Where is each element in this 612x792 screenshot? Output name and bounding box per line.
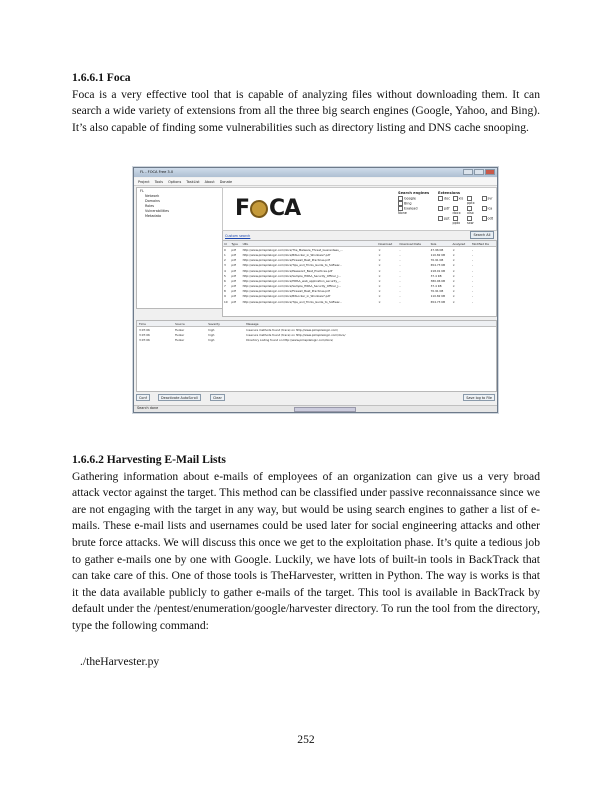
tree-item-root[interactable]: FL	[140, 189, 144, 193]
section-heading: 1.6.6.1 Foca	[72, 71, 131, 84]
table-cell: ×	[378, 263, 381, 268]
clear-button[interactable]: Clear	[210, 394, 225, 401]
table-cell: high	[208, 327, 215, 332]
custom-search-link[interactable]: Custom search	[225, 234, 251, 238]
table-cell: 1	[224, 252, 226, 257]
table-cell: ×	[452, 252, 455, 257]
maximize-icon[interactable]	[474, 169, 484, 175]
table-cell: -	[472, 289, 474, 294]
ext-xls[interactable]: xls	[453, 196, 466, 205]
table-cell: http://www.pimspilelogic.com/docs/HIPAA_web_application_security_...	[242, 278, 342, 283]
table-cell: pdf	[231, 284, 236, 289]
table-cell: -	[472, 258, 474, 263]
conf-button[interactable]: Conf	[136, 394, 150, 401]
table-cell: -	[399, 299, 401, 304]
engine-bing[interactable]: Bing	[398, 201, 438, 206]
search-engines-group	[398, 191, 438, 215]
table-cell: Insecure methods found (trace) on http://www.pimspilelogic.com/	[246, 327, 338, 332]
table-row[interactable]	[223, 299, 496, 304]
window-title: FL - FOCA Free 3.0	[140, 170, 174, 174]
ext-sxw[interactable]: sxw	[467, 216, 480, 225]
close-icon[interactable]	[485, 169, 495, 175]
section-heading: 1.6.6.2 Harvesting E-Mail Lists	[72, 453, 226, 466]
table-cell: -	[399, 263, 401, 268]
table-cell: 5	[224, 273, 226, 278]
table-cell: pdf	[231, 252, 236, 257]
table-cell: http://www.pimspilelogic.com/docs/Sample_HIPAA_Security_Officer_J...	[242, 284, 341, 289]
table-cell: ×	[452, 299, 455, 304]
table-cell: -	[399, 294, 401, 299]
table-cell: http://www.pimspilelogic.com/docs/BitLocker_in_Windows7.pdf	[242, 252, 331, 257]
section-paragraph: Gathering information about e-mails of employees of an organization can give us a very broad attack vector against the target. This method can be classified under passive reconnaissance since we are not engaging with the target in any way, but would be using search engines to gather a list of e-mails. These e-mail lists and usernames could be used later for social engineering attacks and other brute force attacks. We will discuss this once we get to the exploitation phase. It’s quite a tedious job to gather e-mails one by one with Google. Luckily, we have lots of built-in tools in BackTrack that can take care of this. One of those tools is TheHarvester, written in Python. The way is works is that it the data available publicly to gather e-mails of the target. This tool is available in BackTrack by default under the /pentest/enumeration/google/harvester directory. To run the tool from the directory, type the following command:	[72, 469, 540, 632]
project-tree	[136, 187, 223, 309]
table-cell: ×	[378, 258, 381, 263]
menu-about[interactable]: About	[204, 179, 215, 184]
menu-bar	[134, 178, 497, 186]
table-cell: http://www.pimspilelogic.com/docs/Password_Best_Practices.pdf	[242, 268, 333, 273]
table-cell: -	[472, 284, 474, 289]
table-cell: -	[472, 252, 474, 257]
table-cell: 9	[224, 294, 226, 299]
column-header[interactable]: URL	[242, 241, 378, 247]
table-cell: 110.82 KB	[430, 294, 446, 299]
section-harvesting	[72, 452, 540, 635]
table-cell: -	[399, 247, 401, 252]
table-cell: ×	[378, 268, 381, 273]
table-cell: ×	[452, 273, 455, 278]
table-cell: ×	[452, 263, 455, 268]
engine-google[interactable]: Google	[398, 196, 438, 201]
table-cell: pdf	[231, 263, 236, 268]
menu-tasklist[interactable]: TaskList	[186, 179, 200, 184]
table-cell: 380.06 KB	[430, 278, 446, 283]
table-cell: http://www.pimspilelogic.com/docs/The_Malware_Threat_Guarantees_...	[242, 247, 343, 252]
table-cell: ×	[452, 278, 455, 283]
ext-svr[interactable]: svr	[482, 196, 495, 205]
table-cell: 10	[224, 299, 228, 304]
log-panel	[136, 320, 497, 392]
table-cell: ×	[452, 268, 455, 273]
table-cell: pdf	[231, 247, 236, 252]
page-number: 252	[297, 733, 315, 746]
column-header[interactable]: Download Date	[398, 241, 429, 247]
table-cell: -	[472, 273, 474, 278]
table-cell: ×	[378, 284, 381, 289]
table-cell: ×	[378, 278, 381, 283]
tree-item-network[interactable]: Network	[145, 194, 160, 198]
table-cell: Fuzzer	[175, 327, 185, 332]
menu-project[interactable]: Project	[138, 179, 150, 184]
table-cell: http://www.pimspilelogic.com/docs/Firewall_Best_Practices.pdf	[242, 289, 330, 294]
table-cell: pdf	[231, 258, 236, 263]
table-cell: -	[472, 278, 474, 283]
table-cell: http://www.pimspilelogic.com/docs/Firewall_Best_Practices.pdf	[242, 258, 330, 263]
table-cell: ×	[452, 289, 455, 294]
column-header[interactable]: Time	[137, 321, 173, 327]
command-line: ./theHarvester.py	[80, 655, 160, 668]
bottom-toolbar	[136, 394, 495, 402]
autoscroll-button[interactable]: Deactivate AutoScroll	[158, 394, 201, 401]
table-cell: 47.96 KB	[430, 247, 444, 252]
results-grid	[222, 240, 497, 317]
table-cell: ×	[452, 258, 455, 263]
tree-item-metadata[interactable]: Metadata	[145, 214, 162, 218]
ext-pdf[interactable]: pdf	[438, 206, 451, 215]
table-cell: 110.82 KB	[430, 252, 446, 257]
table-cell: high	[208, 337, 215, 342]
table-cell: pdf	[231, 294, 236, 299]
ext-xlsx[interactable]: xlsx	[467, 206, 480, 215]
seal-icon	[250, 200, 268, 218]
table-cell: -	[472, 268, 474, 273]
table-cell: -	[399, 268, 401, 273]
ext-pptx-2[interactable]: pptx	[453, 216, 466, 225]
table-cell: -	[472, 294, 474, 299]
table-cell: -	[472, 263, 474, 268]
table-cell: Fuzzer	[175, 332, 185, 337]
table-cell: -	[399, 273, 401, 278]
ext-pptx[interactable]: pptx	[467, 196, 480, 205]
engine-exalead[interactable]: Exalead	[398, 206, 438, 211]
table-cell: ×	[452, 284, 455, 289]
column-header[interactable]: Type	[230, 241, 241, 247]
table-cell: -	[399, 278, 401, 283]
table-cell: 6	[224, 278, 226, 283]
minimize-icon[interactable]	[463, 169, 473, 175]
table-cell: -	[472, 299, 474, 304]
table-cell: 4	[224, 268, 226, 273]
save-log-button[interactable]: Save log to File	[463, 394, 495, 401]
column-header[interactable]: Analyzed	[451, 241, 471, 247]
foca-screenshot	[133, 167, 498, 413]
column-header[interactable]: Modified Da	[471, 241, 496, 247]
extensions-group	[438, 191, 494, 225]
status-text: Search done	[137, 406, 159, 410]
table-cell: high	[208, 332, 215, 337]
column-header[interactable]: Source	[173, 321, 206, 327]
table-cell: 3:07:06	[139, 327, 150, 332]
table-cell: http://www.pimspilelogic.com/docs/Tips_and_Tricks_Guide_to_Softwar...	[242, 263, 343, 268]
table-cell: ×	[378, 294, 381, 299]
ext-odt[interactable]: odt	[482, 216, 495, 225]
extensions-title: Extensions	[438, 191, 461, 195]
menu-donate[interactable]: Donate	[219, 179, 233, 184]
table-cell: 654.73 KB	[430, 263, 446, 268]
table-cell: ×	[378, 247, 381, 252]
menu-tools[interactable]: Tools	[154, 179, 164, 184]
section-paragraph: Foca is a very effective tool that is capable of analyzing files without downloading them. It can search a wide variety of extensions from all the three big search engines (Google, Yahoo, and Bing). It’s also capable of finding some vulnerabilities such as directory listing and DNS cache snooping.	[72, 87, 540, 134]
table-cell: 37.4 KB	[430, 284, 442, 289]
table-cell: 37.4 KB	[430, 273, 442, 278]
search-all-button[interactable]: Search All	[470, 231, 494, 239]
column-header[interactable]: Download	[377, 241, 398, 247]
table-cell: http://www.pimspilelogic.com/docs/BitLocker_in_Windows7.pdf	[242, 294, 331, 299]
table-cell: 3:07:06	[139, 332, 150, 337]
table-cell: ×	[378, 299, 381, 304]
ext-docx[interactable]: docx	[453, 206, 466, 215]
table-cell: 218.01 KB	[430, 268, 446, 273]
column-header[interactable]: Size	[430, 241, 452, 247]
window-titlebar	[134, 168, 497, 177]
table-cell: -	[472, 247, 474, 252]
engine-none[interactable]: None	[398, 211, 407, 215]
table-cell: 3	[224, 263, 226, 268]
engines-title: Search engines	[398, 191, 430, 195]
table-cell: pdf	[231, 278, 236, 283]
table-cell: 654.73 KB	[430, 299, 446, 304]
table-cell: -	[399, 284, 401, 289]
status-bar	[134, 405, 497, 412]
table-cell: 2	[224, 258, 226, 263]
table-cell: 8	[224, 289, 226, 294]
tree-item-domains[interactable]: Domains	[145, 199, 160, 203]
ext-doc[interactable]: doc	[438, 196, 451, 205]
table-cell: -	[399, 252, 401, 257]
table-cell: 70.91 KB	[430, 258, 444, 263]
table-cell: 7	[224, 284, 226, 289]
table-cell: pdf	[231, 299, 236, 304]
table-cell: http://www.pimspilelogic.com/docs/Tips_and_Tricks_Guide_to_Softwar...	[242, 299, 343, 304]
table-cell: -	[399, 289, 401, 294]
column-header[interactable]: Severity	[206, 321, 244, 327]
table-cell: ×	[378, 273, 381, 278]
column-header[interactable]: Id	[223, 241, 230, 247]
table-cell: 3:07:06	[139, 337, 150, 342]
table-cell: 70.91 KB	[430, 289, 444, 294]
menu-options[interactable]: Options	[168, 179, 182, 184]
ext-ppt[interactable]: ppt	[438, 216, 451, 225]
table-cell: pdf	[231, 268, 236, 273]
table-cell: Fuzzer	[175, 337, 185, 342]
section-foca	[72, 70, 540, 136]
table-cell: pdf	[231, 289, 236, 294]
table-cell: -	[399, 258, 401, 263]
tree-item-vulnerabilities[interactable]: Vulnerabilities	[145, 209, 169, 213]
log-row[interactable]	[137, 337, 496, 342]
table-cell: Directory Listing found on http://www.pimspilelogic.com/docs/	[246, 337, 334, 342]
table-cell: ×	[378, 289, 381, 294]
table-cell: ×	[378, 252, 381, 257]
table-cell: 0	[224, 247, 226, 252]
horizontal-scrollbar[interactable]	[294, 407, 356, 412]
ext-ica[interactable]: ica	[482, 206, 495, 215]
tree-item-roles[interactable]: Roles	[145, 204, 155, 208]
table-cell: ×	[452, 247, 455, 252]
column-header[interactable]: Message	[244, 321, 496, 327]
foca-logo: F CA	[235, 196, 301, 221]
table-cell: Insecure methods found (trace) on http://www.pimspilelogic.com/docs/	[246, 332, 346, 337]
logo-panel	[222, 187, 497, 231]
table-cell: pdf	[231, 273, 236, 278]
table-cell: http://www.pimspilelogic.com/docs/Sample_HIPAA_Security_Officer_J...	[242, 273, 341, 278]
table-cell: ×	[452, 294, 455, 299]
